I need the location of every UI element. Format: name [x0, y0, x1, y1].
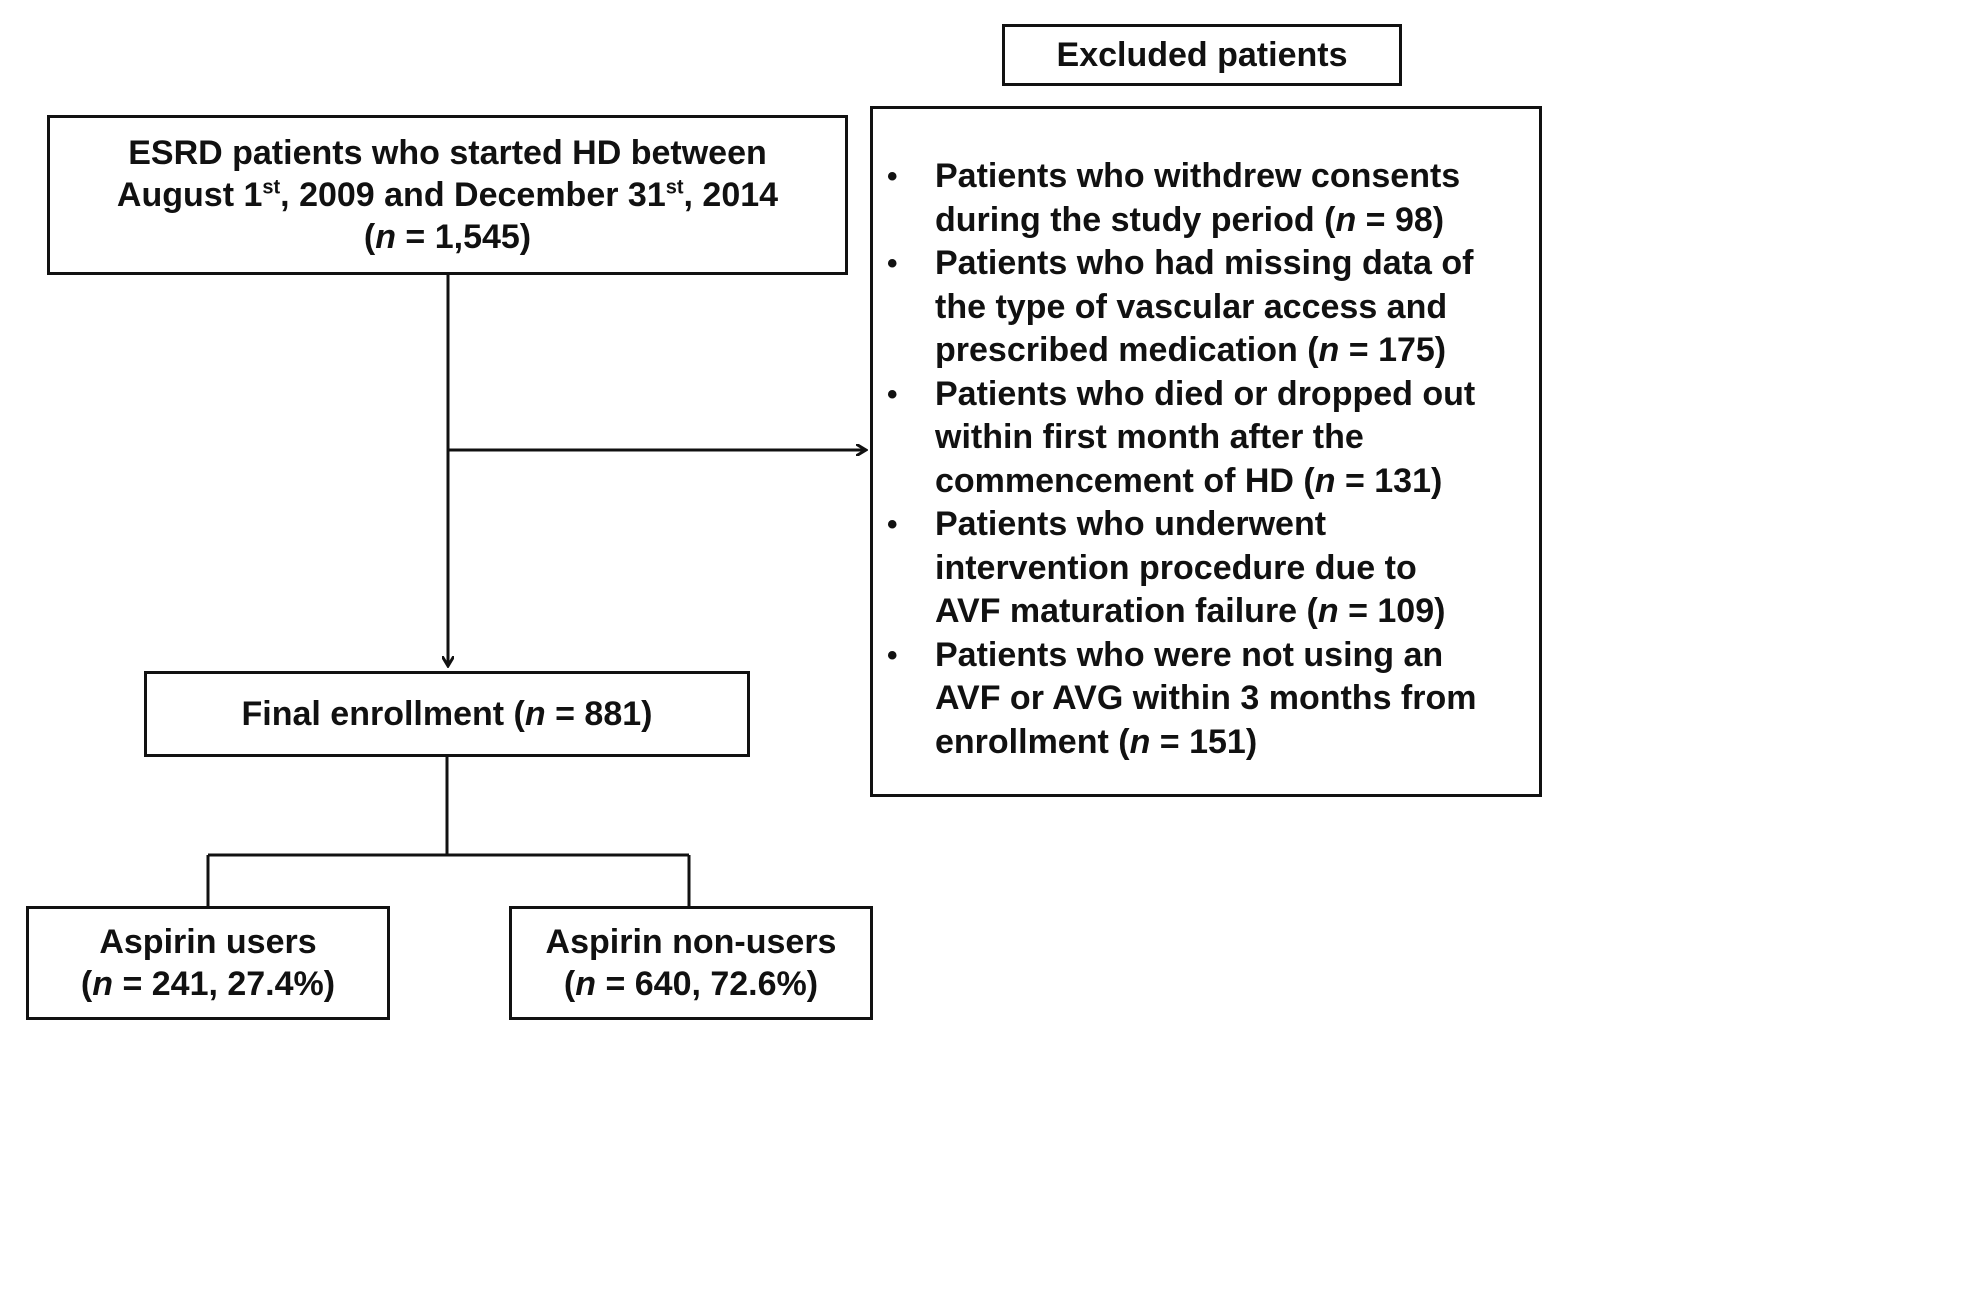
aspirin-nonusers-label: Aspirin non-users — [545, 923, 837, 961]
excluded-criteria-list — [873, 109, 1539, 764]
excluded-item: • Patients who died or dropped out within first month after the commencement of HD (n = 131) — [887, 374, 1476, 500]
initial-population-box — [47, 115, 848, 275]
start-line-2: August 1st, 2009 and December 31st, 2014 — [116, 176, 779, 214]
excluded-item: • Patients who withdrew consents during the study period (n = 98) — [887, 157, 1461, 239]
excluded-item: • Patients who underwent intervention procedure due to AVF maturation failure (n = 109) — [887, 505, 1446, 630]
start-count: (n = 1,545) — [363, 218, 532, 256]
excluded-criteria-box — [870, 106, 1542, 797]
aspirin-nonusers-count: (n = 640, 72.6%) — [563, 965, 819, 1003]
excluded-item: • Patients who were not using an AVF or AVG within 3 months from enrollment (n = 151) — [887, 635, 1477, 761]
aspirin-users-label: Aspirin users — [99, 923, 317, 961]
final-enrollment-box — [144, 671, 750, 757]
excluded-header-label: Excluded patients — [1056, 35, 1348, 74]
aspirin-users-box — [26, 906, 390, 1020]
aspirin-users-count: (n = 241, 27.4%) — [80, 965, 336, 1003]
excluded-patients-header — [1002, 24, 1402, 86]
final-enrollment-label: Final enrollment (n = 881) — [241, 695, 653, 733]
start-line-1: ESRD patients who started HD between — [128, 134, 767, 172]
aspirin-nonusers-box — [509, 906, 873, 1020]
excluded-item: • Patients who had missing data of the type of vascular access and prescribed medication (n = 175) — [887, 244, 1474, 369]
